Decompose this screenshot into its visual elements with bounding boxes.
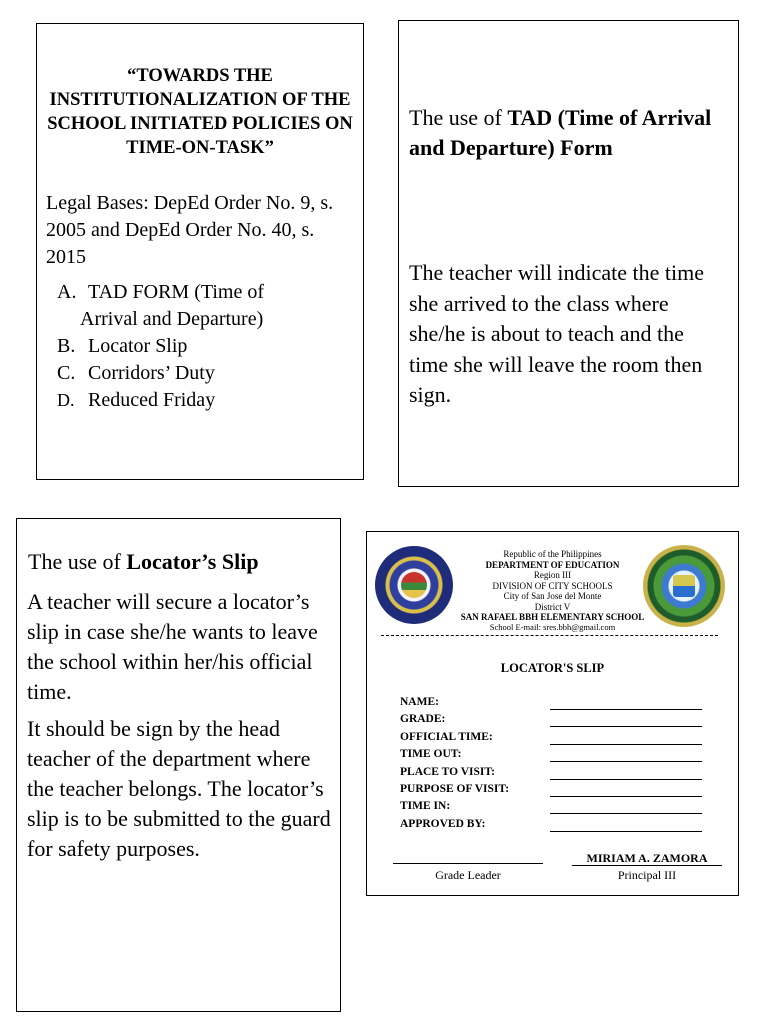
field-blank (550, 830, 702, 832)
field-blank (550, 812, 702, 814)
locator-slip-card (16, 518, 341, 1012)
tad-description: The teacher will indicate the time she arrived to the class where she/he is about to teach and the time she will leave the room then sign. (409, 260, 705, 407)
policy-title: “TOWARDS THE INSTITUTIONALIZATION OF THE SCHOOL INITIATED POLICIES ON TIME-ON-TASK” (47, 66, 353, 158)
field-label: GRADE: (400, 713, 446, 725)
slip-title: LOCATOR'S SLIP (500, 661, 605, 675)
divider (381, 635, 718, 636)
field-blank (550, 708, 702, 710)
field-blank (550, 760, 702, 762)
locator-paragraph-2: It should be sign by the head teacher of the department where the teacher belongs. The locator’s slip is to be submitted to the guard for safety purposes. (27, 716, 331, 861)
tad-card (398, 20, 739, 487)
locator-slip-form (366, 531, 739, 896)
field-label: PLACE TO VISIT: (400, 766, 496, 778)
field-label: OFFICIAL TIME: (400, 731, 493, 743)
locator-heading: The use of Locator’s Slip (28, 549, 259, 574)
principal-title: Principal III (617, 868, 677, 882)
field-blank (550, 725, 702, 727)
policy-list (57, 279, 355, 414)
locator-paragraph-1: A teacher will secure a locator’s slip in case she/he wants to leave the school within her/his official time. (27, 589, 318, 704)
tad-heading: The use of TAD (Time of Arrival and Departure) Form (409, 105, 712, 160)
list-item: B. Locator Slip (57, 335, 188, 357)
field-blank (550, 795, 702, 797)
grade-leader-label: Grade Leader (435, 868, 501, 882)
policy-title-card (36, 23, 364, 480)
field-blank (550, 743, 702, 745)
principal-name: MIRIAM A. ZAMORA (586, 851, 708, 865)
signature-line (393, 863, 543, 864)
field-label: TIME IN: (400, 800, 451, 812)
form-header: Republic of the Philippines DEPARTMENT OF EDUCATION Region III DIVISION OF CITY SCHOOLS City of San Jose del Monte District V SAN RAFAEL BBH ELEMENTARY SCHOOL (460, 549, 645, 622)
list-item: A. TAD FORM (Time of (57, 281, 265, 303)
field-label: TIME OUT: (400, 748, 462, 760)
list-item: D. Reduced Friday (57, 389, 216, 411)
list-item: Arrival and Departure) (80, 308, 264, 330)
field-label: NAME: (400, 696, 439, 708)
field-label: PURPOSE OF VISIT: (400, 783, 510, 795)
field-blank (550, 778, 702, 780)
list-item: C. Corridors’ Duty (57, 362, 215, 384)
legal-bases: Legal Bases: DepEd Order No. 9, s. 2005 and DepEd Order No. 40, s. 2015 (46, 192, 334, 268)
school-email: School E-mail: sres.bbh@gmail.com (489, 622, 616, 632)
field-label: APPROVED BY: (400, 818, 486, 830)
signature-line (572, 865, 722, 866)
